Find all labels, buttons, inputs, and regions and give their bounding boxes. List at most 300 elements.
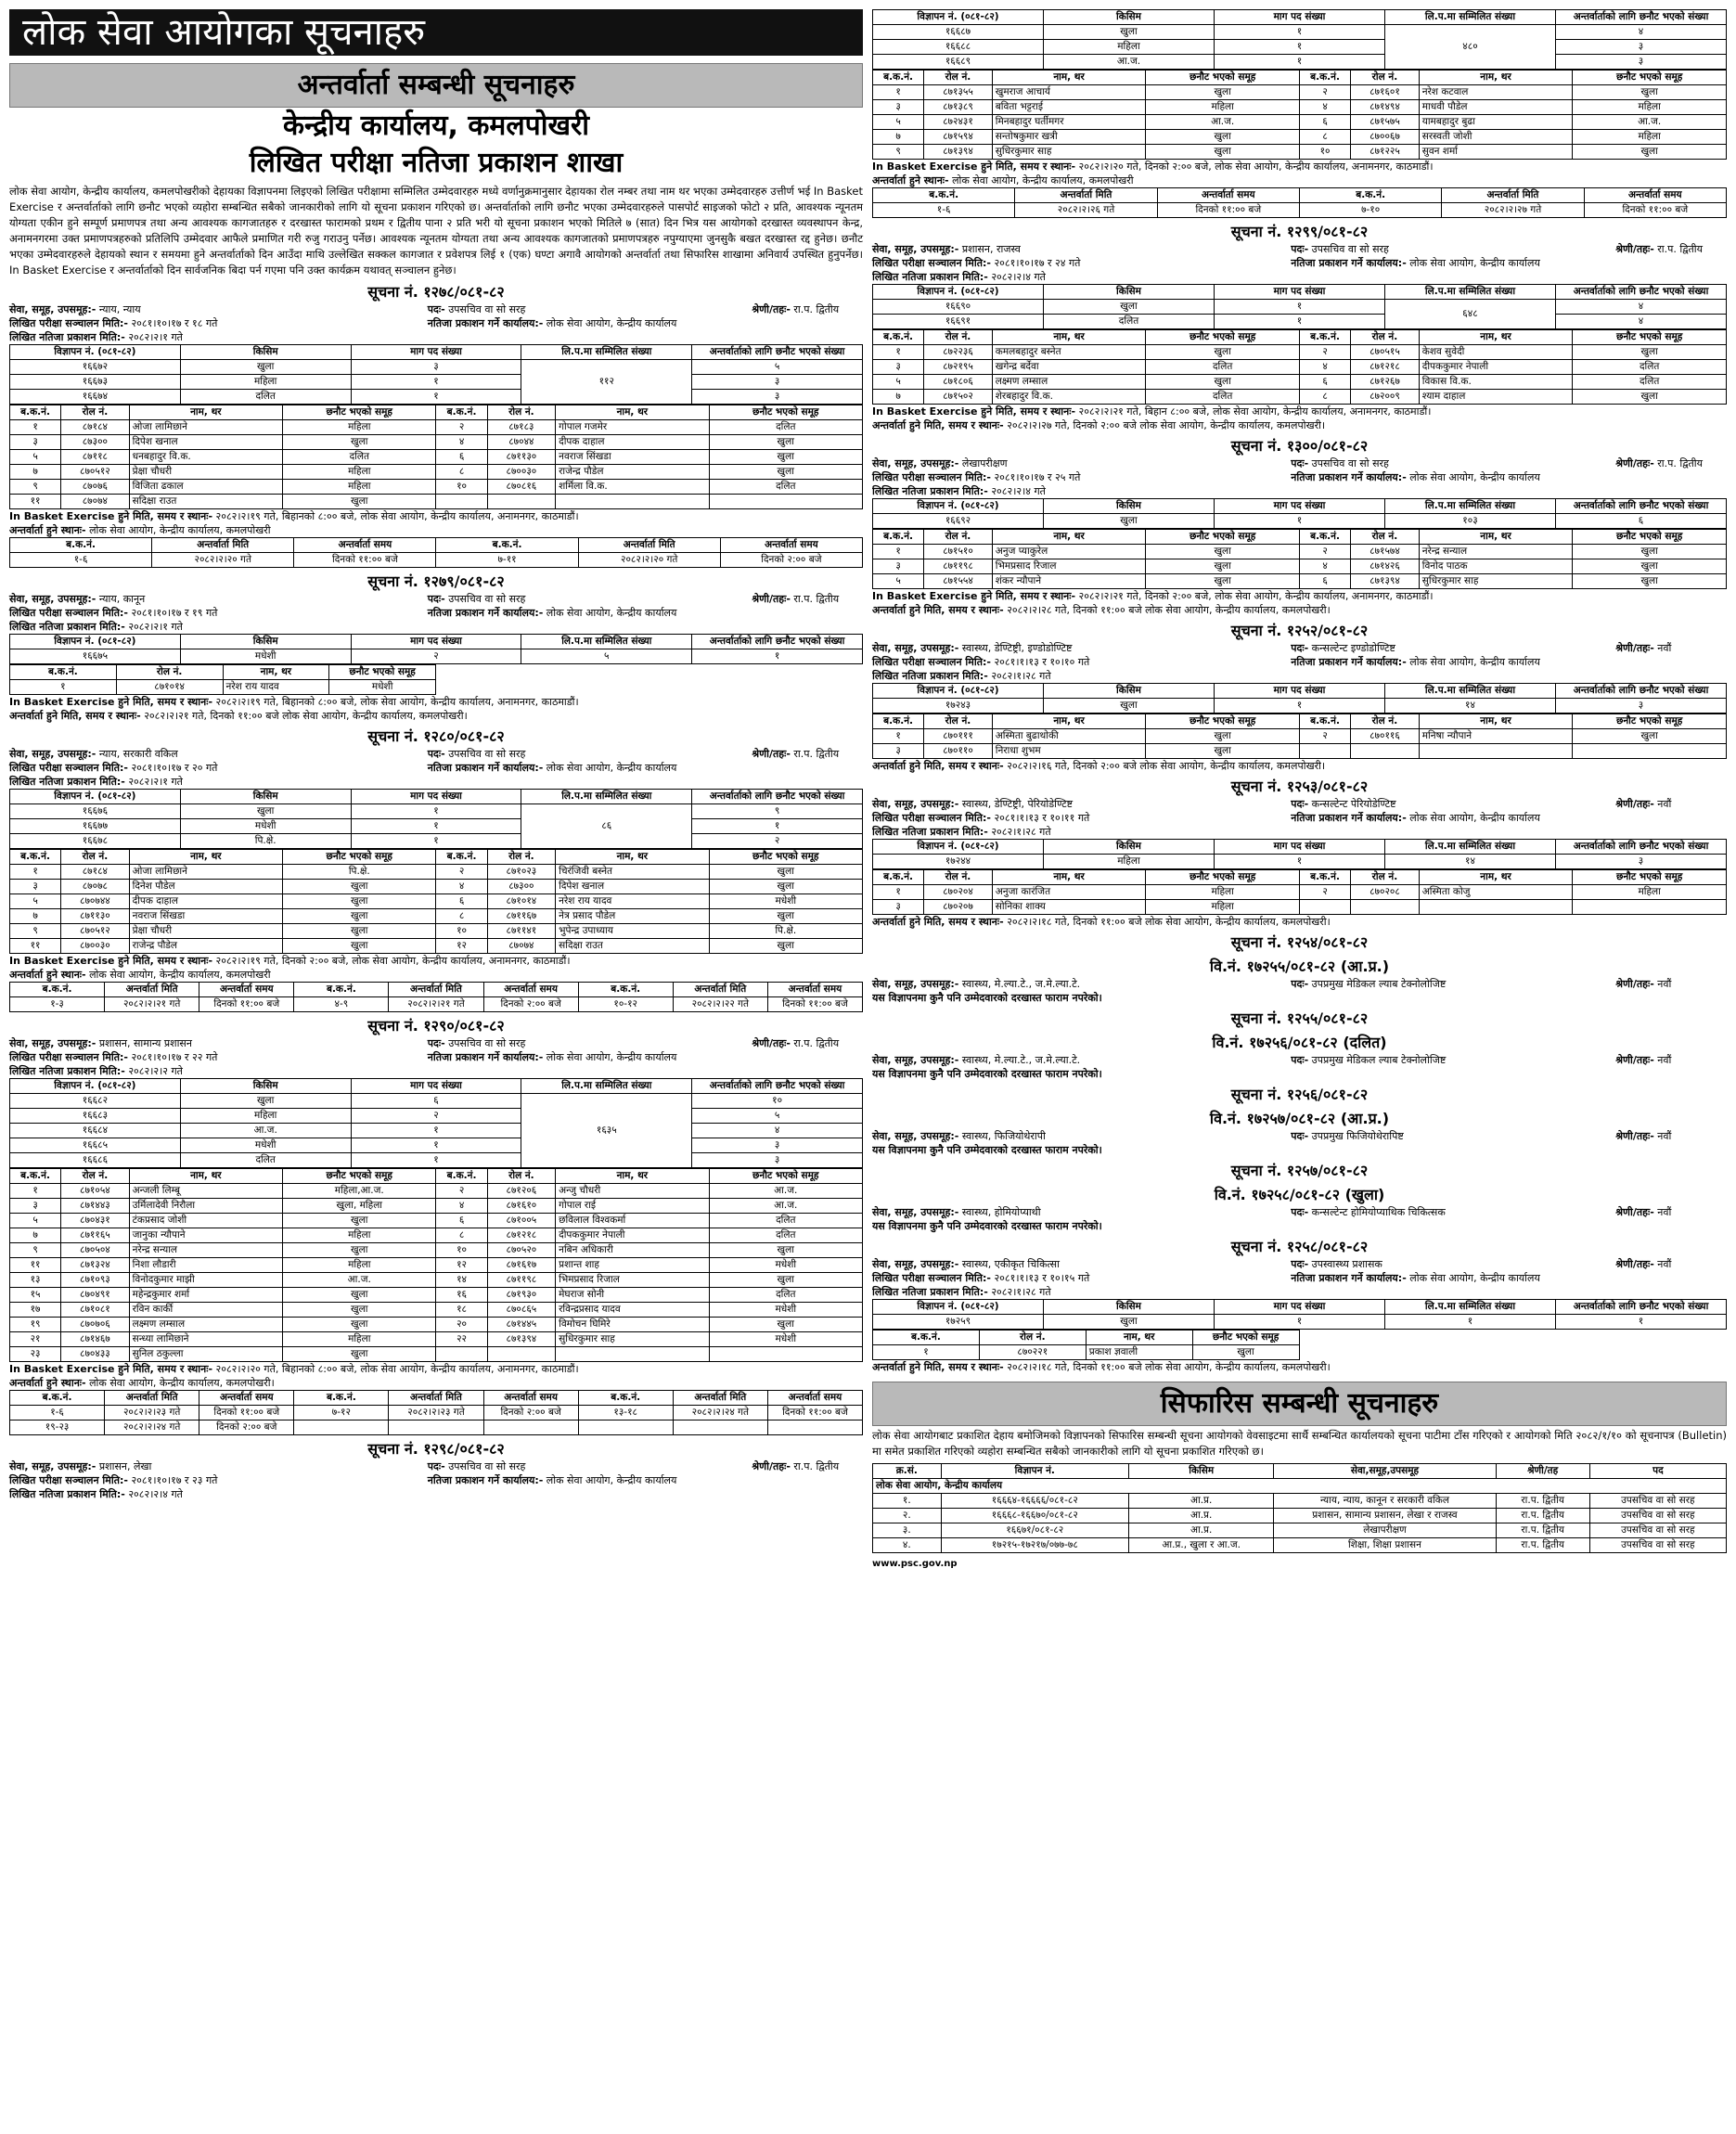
table-cell xyxy=(1299,900,1350,915)
column-header: रोल नं. xyxy=(61,405,130,420)
column-header: अन्तर्वार्ता मिति xyxy=(105,983,199,997)
advert-table xyxy=(9,634,863,664)
table-cell: ४. xyxy=(873,1538,942,1553)
table-cell: भिमप्रसाद रिजाल xyxy=(992,559,1146,574)
info-label: लिखित नतिजा प्रकाशन मिति:- xyxy=(872,826,988,838)
table-row xyxy=(10,1347,863,1362)
info-line xyxy=(872,484,1727,498)
table-cell: खुला xyxy=(1573,559,1727,574)
info-label: In Basket Exercise हुने मिति, समय र स्थानः- xyxy=(9,696,213,708)
column-header: लि.प.मा सम्मिलित संख्या xyxy=(1385,499,1556,514)
column-header: किसिम xyxy=(1044,499,1215,514)
table-cell: २०८२।२।२४ गते xyxy=(673,1406,767,1421)
table-cell: अन्जली लिम्बू xyxy=(129,1184,282,1199)
info-value: २०८२।२।१६ गते, दिनको २:०० बजे लोक सेवा आयोग, केन्द्रीय कार्यालय, कमलपोखरी। xyxy=(1007,760,1326,772)
table-cell: १६६७६ xyxy=(10,804,181,819)
meta-value: प्रशासन, सामान्य प्रशासन xyxy=(98,1037,192,1049)
table-cell: १ xyxy=(1556,1315,1727,1330)
column-header: विज्ञापन नं. (०८१-८२) xyxy=(873,840,1044,855)
table-cell: महिला,आ.ज. xyxy=(283,1184,436,1199)
column-header: नाम, थर xyxy=(1086,1331,1192,1345)
table-row xyxy=(10,1228,863,1243)
column-header: नाम, थर xyxy=(556,1169,709,1184)
meta-field xyxy=(1291,456,1389,470)
table-cell xyxy=(436,1347,487,1362)
meta-value: स्वास्थ्य, डेण्टिष्ट्री, इण्डोडोण्टिष्ट xyxy=(961,642,1073,654)
table-cell: १ xyxy=(873,1345,980,1360)
info-line xyxy=(872,160,1727,174)
info-value: २०८२।२।२० गते, बिहानको ८:०० बजे, लोक सेवा आयोग, केन्द्रीय कार्यालय, अनामनगर, काठमाडौं। xyxy=(215,1363,579,1375)
table-cell: ८ xyxy=(436,1228,487,1243)
info-label: लिखित नतिजा प्रकाशन मिति:- xyxy=(872,271,988,283)
table-row xyxy=(10,1303,863,1318)
table-cell: खुला xyxy=(283,1288,436,1303)
table-cell: ८७११९८ xyxy=(487,1273,556,1288)
meta-label: लिखित परीक्षा सञ्चालन मिति:- xyxy=(9,607,128,619)
table-cell: ६ xyxy=(436,1214,487,1228)
table-cell: ३ xyxy=(692,1138,863,1153)
table-cell: मधेशी xyxy=(180,649,351,664)
column-header: ब.क.नं. xyxy=(294,1391,389,1406)
notice-1280 xyxy=(9,726,863,1012)
column-header: लि.प.मा सम्मिलित संख्या xyxy=(521,345,692,360)
table-cell: खुला xyxy=(283,1243,436,1258)
table-cell: यामबहादुर बुढा xyxy=(1419,115,1573,130)
meta-label: श्रेणी/तहः- xyxy=(752,1460,791,1472)
table-cell: ८ xyxy=(1299,130,1350,145)
column-header: नाम, थर xyxy=(992,530,1146,545)
column-header: ब.क.नं. xyxy=(873,1331,980,1345)
meta-label: सेवा, समूह, उपसमूह:- xyxy=(872,1258,959,1270)
table-cell xyxy=(1573,900,1727,915)
meta-value: २०८१।१०।१७ र १९ गते xyxy=(131,607,218,619)
table-cell: रा.प. द्वितीय xyxy=(1496,1523,1589,1538)
meta-value: कन्सल्टेन्ट होमियोप्याथिक चिकित्सक xyxy=(1311,1206,1446,1218)
column-header: ब.क.नं. xyxy=(1299,714,1350,729)
info-value: २०८२।२।१९ गते, दिनको २:०० बजे, लोक सेवा आयोग, केन्द्रीय कार्यालय, अनामनगर, काठमाडौं। xyxy=(215,955,571,967)
info-value: २०८२।२।१ गते xyxy=(128,776,183,788)
table-cell: ८७०७०६ xyxy=(61,1318,130,1332)
table-cell: ४ xyxy=(1556,300,1727,315)
column-header: नाम, थर xyxy=(992,870,1146,885)
column-header: रोल नं. xyxy=(924,330,993,345)
table-cell: १ xyxy=(351,819,521,834)
info-label: लिखित नतिजा प्रकाशन मिति:- xyxy=(872,670,988,682)
column-header: छनौट भएको समूह xyxy=(283,850,436,865)
column-header: विज्ञापन नं. (०८१-८२) xyxy=(873,684,1044,699)
table-cell: महिला xyxy=(1044,855,1215,869)
table-row xyxy=(873,345,1727,360)
meta-row xyxy=(9,1036,863,1050)
meta-label: पदः- xyxy=(1291,1054,1309,1066)
meta-label: नतिजा प्रकाशन गर्ने कार्यालय:- xyxy=(427,762,544,774)
table-cell: १२ xyxy=(436,1258,487,1273)
candidate-table xyxy=(9,405,863,509)
table-cell: ८७०७६ xyxy=(61,480,130,495)
info-value: २०८२।२।१८ गते, दिनको ११:०० बजे लोक सेवा आयोग, केन्द्रीय कार्यालय, कमलपोखरी। xyxy=(1007,1361,1331,1373)
table-cell: ११ xyxy=(10,939,61,954)
table-cell: आ.ज. xyxy=(1044,55,1215,70)
advert-row xyxy=(873,514,1727,529)
table-row xyxy=(10,553,863,568)
table-cell: १ xyxy=(1215,514,1385,529)
table-cell: सदिक्षा राउत xyxy=(556,939,709,954)
table-cell: ४ xyxy=(1556,315,1727,329)
table-cell: दलित xyxy=(709,480,862,495)
table-cell: उर्मिलादेवी निरौला xyxy=(129,1199,282,1214)
info-line xyxy=(872,405,1727,418)
table-cell: १६६७१/०८१-८२ xyxy=(941,1523,1128,1538)
column-header: लि.प.मा सम्मिलित संख्या xyxy=(521,635,692,649)
table-cell: दलित xyxy=(180,390,351,405)
table-cell: १ xyxy=(1215,55,1385,70)
table-cell: १७२१५-१७२१७/०७७-७८ xyxy=(941,1538,1128,1553)
table-cell: ८७०५१५ xyxy=(1351,345,1420,360)
column-header: ब.क.नं. xyxy=(10,1391,105,1406)
meta-value: २०८१।१०।१७ र २२ गते xyxy=(131,1051,218,1063)
table-cell: दलित xyxy=(709,420,862,435)
table-row xyxy=(10,435,863,450)
intro-paragraph: लोक सेवा आयोग, केन्द्रीय कार्यालय, कमलपोखरीको देहायका विज्ञापनमा लिइएको लिखित परीक्षामा सम्मिलित उम्मेदवारहरु मध्ये वर्णानुक्रमानुसार देहायका रोल नम्बर तथा नाम थर भएका उम्मेदवारहरु उत्तीर्ण भई In Basket Exercise र अन्तर्वार्ताको लागि छनौट भएको व्यहोरा सम्बन्धित सबैको जानकारीको लागि यो सूचना प्रकाशन गरिएको छ। अन्तर्वार्ताको लागि छनौट भएका उम्मेदवारहरुले पासपोर्ट साइजको फोटो २ प्रति, आवश्यक न्यूनतम योग्यता एकीन हुने सम्पूर्ण प्रमाणपत्र तथा अन्य आवश्यक कागजातहरु र दरखास्त फारामको प्रथम र द्वितीय पाना २ प्रति भरी यो सूचना प्रकाशन भएको मितिले ७ (सात) दिन भित्र यस आयोगको दरखास्त व्यवस्थापन केन्द्र, अनामनगरमा उक्त प्रमाणपत्रहरुको प्रतिलिपि उम्मेदवार आफैले प्रमाणित गरी रुजु गराउनु पर्नेछ। आवश्यक न्यूनतम योग्यता तथा अन्य आवश्यक कागजातको प्रमाणपत्रहरु नपुग्याएमा जुनसुकै बखत दरखास्त रद्द हुनेछ। छनौट भएका उम्मेदवारहरुले देहायको स्थान र समयमा हुने अन्तर्वार्ताको दिन आउँदा माथि उल्लेखित सक्कल कागजात र प्रवेशपत्र लिई १ (एक) घण्टा अगावै आयोगको अन्तर्वार्ता तथा सिफारिस शाखामा अनिवार्य उपस्थित हुनुपर्नेछ। In Basket Exercise र अन्तर्वार्ताको दिन सार्वजनिक बिदा पर्न गएमा पनि उक्त कार्यक्रम यथावत् सञ्चालन हुनेछ। xyxy=(9,185,863,276)
meta-value: स्वास्थ्य, एकीकृत चिकित्सा xyxy=(961,1258,1060,1270)
meta-label: श्रेणी/तहः- xyxy=(752,593,791,605)
column-header: रोल नं. xyxy=(487,405,556,420)
table-cell: २३ xyxy=(10,1347,61,1362)
table-cell xyxy=(1419,900,1573,915)
column-header: अन्तर्वार्ता समय xyxy=(1157,188,1299,203)
meta-label: श्रेणी/तहः- xyxy=(1615,243,1654,255)
table-cell: ११ xyxy=(10,495,61,509)
meta-row xyxy=(872,1205,1727,1219)
meta-field xyxy=(752,1036,839,1050)
notice-1300 xyxy=(872,436,1727,617)
meta-row xyxy=(872,470,1727,484)
notice-title: सूचना नं. १२७८/०८१-८२ xyxy=(367,283,505,301)
column-header: अन्तर्वार्ता समय xyxy=(199,1391,294,1406)
table-cell: २०८२।२।२६ गते xyxy=(1015,203,1157,218)
info-value: २०८२।२।२८ गते, दिनको ११:०० बजे लोक सेवा आयोग, केन्द्रीय कार्यालय, कमलपोखरी। xyxy=(1007,604,1331,616)
table-cell: दिनको ११:०० बजे xyxy=(199,997,294,1012)
meta-field xyxy=(1291,256,1540,270)
meta-label: पदः- xyxy=(1291,798,1309,810)
table-cell: खुला xyxy=(283,894,436,909)
no-application-note: यस विज्ञापनमा कुनै पनि उम्मेदवारको दरखास्त फाराम नपरेको। xyxy=(872,1220,1102,1232)
meta-field xyxy=(1291,641,1395,655)
meta-label: पदः- xyxy=(427,1460,445,1472)
table-cell: ७ xyxy=(873,390,924,405)
table-cell: नेत्र प्रसाद पौडेल xyxy=(556,909,709,924)
table-cell: खुला xyxy=(1044,514,1215,529)
info-label: In Basket Exercise हुने मिति, समय र स्थानः- xyxy=(9,1363,213,1375)
meta-label: पदः- xyxy=(1291,978,1309,990)
table-cell: दलित xyxy=(180,1153,351,1168)
table-cell: दीपक दाहाल xyxy=(129,894,282,909)
table-cell: २ xyxy=(1299,345,1350,360)
table-cell: १०३ xyxy=(1385,514,1556,529)
table-row xyxy=(873,545,1727,559)
table-cell xyxy=(1419,744,1573,759)
column-header: ब.क.नं. xyxy=(10,850,61,865)
table-cell: १६६८२ xyxy=(10,1094,181,1109)
meta-row xyxy=(9,747,863,761)
meta-value: नवौं xyxy=(1657,1258,1672,1270)
info-line xyxy=(9,695,863,709)
info-line xyxy=(872,418,1727,432)
table-cell: २०८२।२।२३ गते xyxy=(105,1406,199,1421)
table-cell: ४ xyxy=(436,880,487,894)
table-cell: ७ xyxy=(10,465,61,480)
table-cell: प्रशासन, सामान्य प्रशासन, लेखा र राजस्व xyxy=(1274,1509,1496,1523)
column-header: नाम, थर xyxy=(129,850,282,865)
column-header: ब.क.नं. xyxy=(10,405,61,420)
table-cell: नरेश राय यादव xyxy=(556,894,709,909)
meta-row xyxy=(9,316,863,330)
table-cell: मिनबहादुर घर्तीमगर xyxy=(992,115,1146,130)
meta-field xyxy=(9,747,178,761)
table-cell: ८७१३५५ xyxy=(924,85,993,100)
table-cell: महिला xyxy=(1573,100,1727,115)
advert-table xyxy=(872,683,1727,713)
table-cell: आ.ज. xyxy=(1573,115,1727,130)
table-cell: १६६८९ xyxy=(873,55,1044,70)
meta-field xyxy=(9,761,217,775)
table-cell: शेरबहादुर वि.क. xyxy=(992,390,1146,405)
column-header: नाम, थर xyxy=(992,71,1146,85)
advert-row xyxy=(873,40,1727,55)
meta-row xyxy=(872,811,1727,825)
column-header: रोल नं. xyxy=(487,850,556,865)
meta-field xyxy=(1615,242,1703,256)
table-cell: आ.ज. xyxy=(283,1273,436,1288)
table-cell: ४ xyxy=(436,435,487,450)
table-cell: खुला xyxy=(283,909,436,924)
info-line xyxy=(872,759,1727,773)
info-label: अन्तर्वार्ता हुने मिति, समय र स्थानः- xyxy=(9,710,141,722)
info-label: अन्तर्वार्ता हुने स्थानः- xyxy=(9,969,86,981)
notice-title: सूचना नं. १२५७/०८१-८२ xyxy=(1230,1162,1369,1179)
table-cell: ८७१२०६ xyxy=(487,1184,556,1199)
info-label: लिखित नतिजा प्रकाशन मिति:- xyxy=(872,485,988,497)
table-cell: १६६८३ xyxy=(10,1109,181,1124)
meta-label: लिखित परीक्षा सञ्चालन मिति:- xyxy=(9,317,128,329)
table-cell: गोपाल राई xyxy=(556,1199,709,1214)
meta-row xyxy=(9,761,863,775)
table-row xyxy=(873,390,1727,405)
table-cell: ८७०१११ xyxy=(924,729,993,744)
table-cell: ६ xyxy=(436,894,487,909)
advert-row xyxy=(873,1315,1727,1330)
website-link[interactable]: www.psc.gov.np xyxy=(872,1559,958,1569)
meta-field xyxy=(1291,470,1540,484)
table-cell: १. xyxy=(873,1494,942,1509)
meta-field xyxy=(9,1050,217,1064)
table-cell: खुला xyxy=(1044,300,1215,315)
table-cell: ५ xyxy=(692,1109,863,1124)
meta-field xyxy=(752,747,839,761)
column-header: विज्ञापन नं. (०८१-८२) xyxy=(873,10,1044,25)
table-cell: ३ xyxy=(10,435,61,450)
column-header: रोल नं. xyxy=(924,71,993,85)
column-header: किसिम xyxy=(1044,684,1215,699)
table-cell: १-६ xyxy=(873,203,1015,218)
table-cell: ८७००६७ xyxy=(1351,130,1420,145)
table-row xyxy=(10,1243,863,1258)
table-row xyxy=(10,680,436,695)
column-header: नाम, थर xyxy=(129,405,282,420)
meta-label: पदः- xyxy=(1291,642,1309,654)
table-cell: १०-१२ xyxy=(578,997,673,1012)
meta-value: लोक सेवा आयोग, केन्द्रीय कार्यालय xyxy=(546,762,677,774)
notice-title: सूचना नं. १२५८/०८१-८२ xyxy=(1230,1238,1369,1255)
meta-field xyxy=(1291,1257,1382,1271)
table-cell: ८७१२१८ xyxy=(487,1228,556,1243)
table-cell: ८७२१९५ xyxy=(924,360,993,375)
column-header: अन्तर्वार्ताको लागि छनौट भएको संख्या xyxy=(1556,285,1727,300)
table-cell: प्रेक्षा चौधरी xyxy=(129,465,282,480)
table-cell: १३ xyxy=(10,1273,61,1288)
branch-title: लिखित परीक्षा नतिजा प्रकाशन शाखा xyxy=(249,147,624,179)
table-cell: ८७०८६५ xyxy=(487,1303,556,1318)
meta-label: लिखित परीक्षा सञ्चालन मिति:- xyxy=(872,656,991,668)
column-header: नाम, थर xyxy=(223,665,329,680)
info-label: अन्तर्वार्ता हुने मिति, समय र स्थानः- xyxy=(872,760,1004,772)
table-row xyxy=(873,115,1727,130)
column-header: छनौट भएको समूह xyxy=(709,850,862,865)
table-cell: पि.क्षे. xyxy=(283,865,436,880)
meta-row xyxy=(872,456,1727,470)
meta-field xyxy=(428,606,677,620)
column-header: अन्तर्वार्ता मिति xyxy=(1442,188,1584,203)
info-label: अन्तर्वार्ता हुने स्थानः- xyxy=(9,1377,86,1389)
table-cell: आ.प्र. xyxy=(1128,1494,1273,1509)
meta-label: श्रेणी/तहः- xyxy=(752,1037,791,1049)
table-cell: नबिन अधिकारी xyxy=(556,1243,709,1258)
meta-field xyxy=(1615,1053,1671,1067)
meta-label: पदः- xyxy=(1291,1258,1309,1270)
table-cell: ३ xyxy=(692,1153,863,1168)
info-line xyxy=(872,825,1727,839)
column-header: श्रेणी/तह xyxy=(1496,1464,1589,1479)
table-cell: १ xyxy=(351,375,521,390)
info-line xyxy=(9,1362,863,1376)
table-row xyxy=(10,420,863,435)
column-header: लि.प.मा सम्मिलित संख्या xyxy=(1385,840,1556,855)
table-cell: खुला xyxy=(709,1318,862,1332)
meta-row xyxy=(872,1129,1727,1143)
table-cell: ३ xyxy=(351,360,521,375)
meta-label: श्रेणी/तहः- xyxy=(1615,1054,1654,1066)
table-cell: ३ xyxy=(873,744,924,759)
info-line xyxy=(872,174,1727,187)
notice-subtitle: वि.नं. १७२५८/०८१-८२ (खुला) xyxy=(1214,1186,1385,1203)
column-header: किसिम xyxy=(180,635,351,649)
table-cell: दलित xyxy=(1146,390,1300,405)
meta-field xyxy=(428,747,526,761)
table-cell: १ xyxy=(1215,699,1385,713)
advert-table xyxy=(872,839,1727,869)
meta-label: नतिजा प्रकाशन गर्ने कार्यालय:- xyxy=(1291,1272,1407,1284)
table-cell: ३ xyxy=(873,559,924,574)
table-cell: १ xyxy=(1215,855,1385,869)
meta-value: स्वास्थ्य, मे.ल्या.टे., ज.मे.ल्या.टे. xyxy=(961,1054,1081,1066)
table-cell: महिला xyxy=(1044,40,1215,55)
column-header: ब.क.नं. xyxy=(1299,188,1441,203)
table-cell: निराधा शुभम xyxy=(992,744,1146,759)
meta-label: नतिजा प्रकाशन गर्ने कार्यालय:- xyxy=(427,317,544,329)
meta-value: स्वास्थ्य, फिजियोथेरापी xyxy=(961,1130,1046,1142)
table-cell: ४ xyxy=(1299,559,1350,574)
column-header: माग पद संख्या xyxy=(1215,499,1385,514)
table-cell: १० xyxy=(692,1094,863,1109)
table-cell: दलित xyxy=(283,450,436,465)
info-label: लिखित नतिजा प्रकाशन मिति:- xyxy=(9,621,125,633)
table-cell: उपसचिव वा सो सरह xyxy=(1589,1509,1726,1523)
meta-field xyxy=(1615,1205,1671,1219)
meta-field xyxy=(9,316,217,330)
notice-title: सूचना नं. १२८०/०८१-८२ xyxy=(367,727,505,745)
advert-row xyxy=(10,375,863,390)
column-header: विज्ञापन नं. (०८१-८२) xyxy=(10,790,181,804)
column-header: लि.प.मा सम्मिलित संख्या xyxy=(1385,10,1556,25)
meta-row xyxy=(872,797,1727,811)
recommendation-table xyxy=(872,1463,1727,1553)
column-header: विज्ञापन नं. (०८१-८२) xyxy=(873,499,1044,514)
table-cell: ८७०५१२ xyxy=(61,465,130,480)
table-cell: खुला xyxy=(180,360,351,375)
meta-field xyxy=(1615,977,1671,991)
table-cell: ८७१०५४ xyxy=(61,1184,130,1199)
table-cell: आ.प्र., खुला र आ.ज. xyxy=(1128,1538,1273,1553)
table-cell xyxy=(709,1347,862,1362)
column-header: छनौट भएको समूह xyxy=(1146,870,1300,885)
table-cell: ८७१९३० xyxy=(487,1288,556,1303)
meta-value: लोक सेवा आयोग, केन्द्रीय कार्यालय xyxy=(546,1051,677,1063)
table-row xyxy=(10,1199,863,1214)
table-cell: ३ xyxy=(1556,699,1727,713)
table-cell: ८७१०२३ xyxy=(487,865,556,880)
table-cell: दिनको ११:०० बजे xyxy=(294,553,436,568)
table-cell: ३. xyxy=(873,1523,942,1538)
column-header: ब.क.नं. xyxy=(578,1391,673,1406)
table-cell: मनिषा न्यौपाने xyxy=(1419,729,1573,744)
table-cell: २०८२।२।२० गते xyxy=(152,553,294,568)
meta-value: प्रशासन, लेखा xyxy=(98,1460,152,1472)
meta-row xyxy=(872,641,1727,655)
advert-row xyxy=(873,699,1727,713)
info-value: २०८२।२।२ गते xyxy=(128,1065,183,1077)
table-cell: ८७०११६ xyxy=(1351,729,1420,744)
meta-label: श्रेणी/तहः- xyxy=(1615,978,1654,990)
table-cell: सन्तोषकुमार खत्री xyxy=(992,130,1146,145)
table-row xyxy=(10,450,863,465)
notice-1256 xyxy=(872,1085,1727,1157)
meta-field xyxy=(872,641,1072,655)
info-line xyxy=(872,915,1727,929)
table-cell: १६६७३ xyxy=(10,375,181,390)
meta-field xyxy=(9,1036,192,1050)
table-cell: महिला xyxy=(1146,100,1300,115)
column-header: ब.क.नं. xyxy=(873,71,924,85)
table-cell: महिला xyxy=(283,420,436,435)
table-row xyxy=(10,865,863,880)
info-line xyxy=(872,589,1727,603)
meta-row xyxy=(872,655,1727,669)
meta-label: सेवा, समूह, उपसमूह:- xyxy=(9,1460,96,1472)
table-cell: महिला xyxy=(283,1258,436,1273)
table-cell: ८ xyxy=(1299,390,1350,405)
meta-field xyxy=(9,1459,151,1473)
table-cell xyxy=(1299,744,1350,759)
